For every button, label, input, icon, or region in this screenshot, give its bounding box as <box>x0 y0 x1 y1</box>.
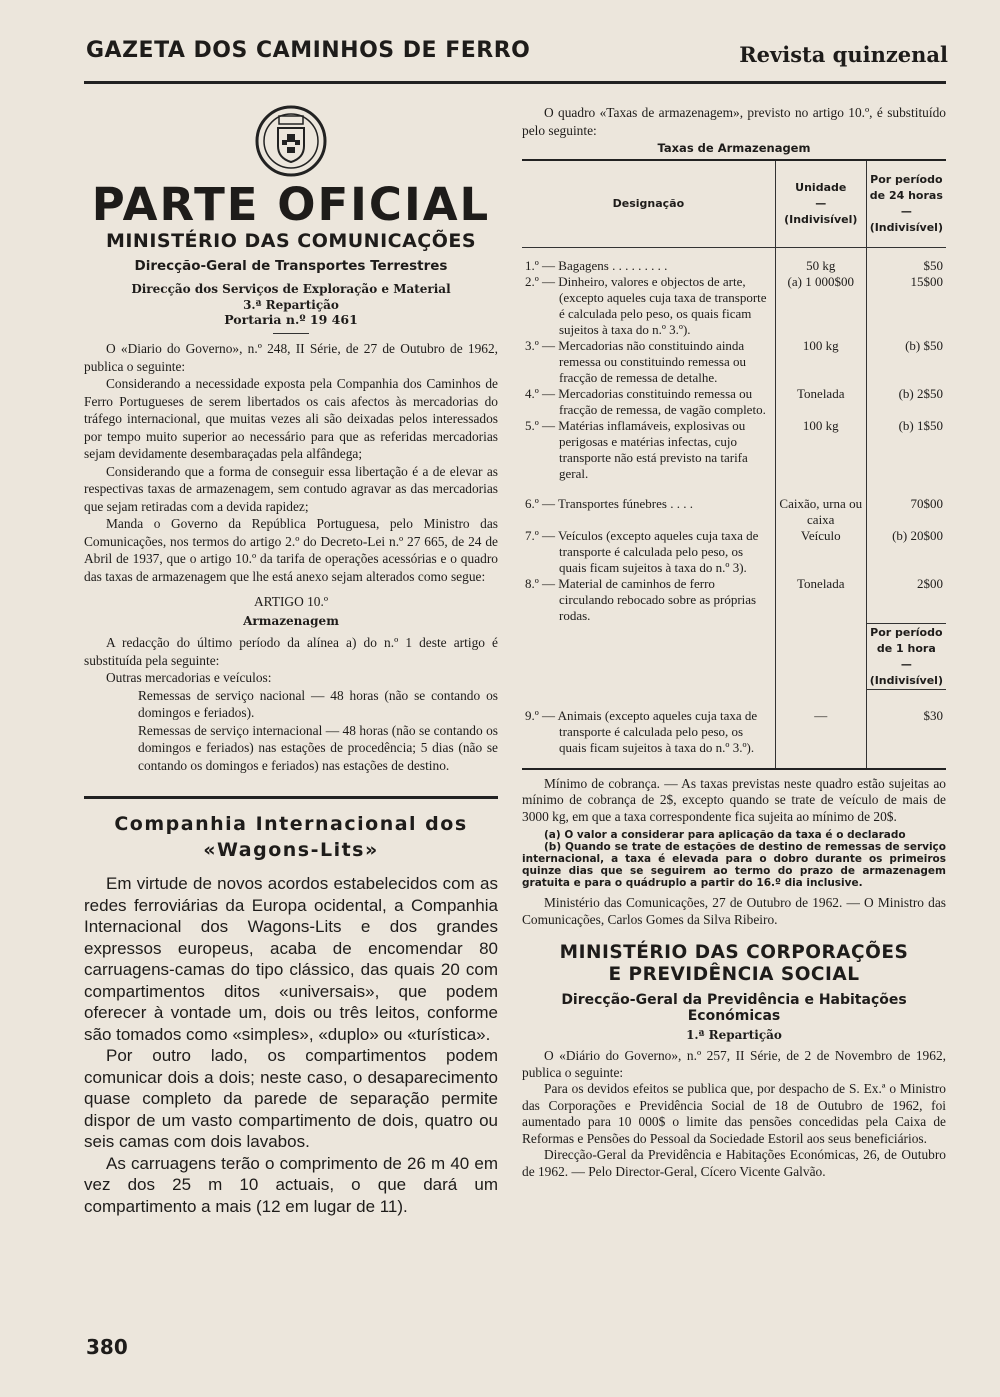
paragraph: O «Diario do Governo», n.º 248, II Série, de 27 de Outubro de 1962, publica o seguinte: <box>84 341 498 374</box>
row-rate: $30 <box>923 707 943 723</box>
paragraph: O «Diário do Governo», n.º 257, II Série, de 2 de Novembro de 1962, publica o seguinte: <box>522 1048 946 1080</box>
header-periodo-sub: (Indivisível) <box>869 221 943 234</box>
note-a: (a) O valor a considerar para aplicação da taxa é o declarado <box>544 829 906 841</box>
coat-of-arms-icon <box>254 104 328 178</box>
table-bottom-rule <box>522 769 946 770</box>
header-unidade <box>775 160 866 248</box>
header-periodo-hora-sub: (Indivisível) <box>869 673 943 687</box>
direccao-geral: Direcção-Geral de Transportes Terrestres <box>134 258 448 274</box>
table-row <box>522 576 946 624</box>
row-rate: 15$00 <box>910 273 943 289</box>
paragraph: Direcção-Geral da Previdência e Habitações Económicas, 26, de Outubro de 1962. — Pelo Director-Geral, Cícero Vicente Galvão. <box>522 1147 946 1179</box>
header-periodo-hora <box>866 624 946 690</box>
header-periodo-label: Por período de 24 horas <box>869 173 943 202</box>
table-row <box>522 528 946 576</box>
row-unit: — <box>775 708 866 769</box>
paragraph: As carruagens terão o comprimento de 26 m 40 em vez dos 25 m 10 actuais, o que dará um compartimento a mais (12 em lugar de 11). <box>84 1153 498 1216</box>
parte-oficial-title: PARTE OFICIAL <box>91 178 491 231</box>
header-dash: — <box>815 197 827 210</box>
paragraph: Manda o Governo da República Portuguesa, pelo Ministro das Comunicações, nos termos do artigo 2.º do Decreto-Lei n.º 27 665, de 24 de Abril de 1937, que o artigo 10.º da tarifa de operações acessórias e o quadro das taxas de armazenagem que lhe está anexo sejam alterados como segue: <box>84 516 498 584</box>
table-row <box>522 418 946 482</box>
left-column <box>84 104 498 1217</box>
paragraph: Por outro lado, os compartimentos podem comunicar dois a dois; neste caso, o desaparecimento quase completo da parede de separação permite dispor de um vasto compartimento de dois, quatro ou seis camas com dois lavabos. <box>84 1046 498 1151</box>
armazenagem-heading: Armazenagem <box>243 613 339 628</box>
direccao-previdencia: Direcção-Geral da Previdência e Habitações Económicas <box>561 992 907 1024</box>
portaria-body <box>84 340 498 774</box>
paragraph: Em virtude de novos acordos estabelecidos com as redes ferroviárias da Europa ocidental, a Companhia Internacional dos Wagons-Lits e dos grandes expressos europeus, acaba de encomendar 80 carruagens-camas do tipo clássico, das quais 20 com compartimentos ditos «universais», que podem oferecer à vontade um, dois ou três leitos, conforme são tomados como «simples», «duplo» ou «turística». <box>84 874 498 1044</box>
row-label: 2.º — Dinheiro, valores e objectos de arte, (excepto aqueles cuja taxa de transporte é calculada pelo peso, os quais ficam sujeitos à taxa do n.º 3.º). <box>525 273 767 337</box>
signature-comunicacoes <box>522 895 946 928</box>
paragraph: O quadro «Taxas de armazenagem», previsto no artigo 10.º, é substituído pelo seguinte: <box>522 105 946 138</box>
table-notes <box>522 829 946 889</box>
paragraph: Considerando que a forma de conseguir essa libertação é a de elevar as respectivas taxas de armazenagem, sem contudo agravar as das mercadorias que sejam retiradas com a devida rapidez; <box>84 463 498 514</box>
spacer-row <box>522 482 946 496</box>
paragraph: A redacção do último período da alínea a) do n.º 1 deste artigo é substituída pela seguinte: <box>84 635 498 668</box>
table-row <box>522 496 946 528</box>
header-unidade-label: Unidade <box>795 181 847 194</box>
header-dash: — <box>900 205 912 218</box>
row-rate: (b) 2$50 <box>898 385 943 401</box>
ministry-title: MINISTÉRIO DAS COMUNICAÇÕES <box>105 230 477 252</box>
row-label: 5.º — Matérias inflamáveis, explosivas ou perigosas e matérias infectas, cujo transporte não está previsto na tarifa geral. <box>525 417 748 481</box>
row-label: 9.º — Animais (excepto aqueles cuja taxa de transporte é calculada pelo peso, os quais ficam sujeitos à taxa do n.º 3.º). <box>525 707 758 755</box>
reparticao: 3.ª Repartição <box>243 298 339 312</box>
row-label: 7.º — Veículos (excepto aqueles cuja taxa de transporte é calculada pelo peso, os quais ficam sujeitos à taxa do n.º 3). <box>525 527 759 575</box>
row-rate: $50 <box>923 257 943 273</box>
table-row <box>522 258 946 274</box>
page-number: 380 <box>86 1335 128 1359</box>
row-unit: 100 kg <box>775 338 866 386</box>
spacer-row <box>522 248 946 258</box>
table-intro <box>522 104 946 139</box>
portaria-number: Portaria n.º 19 461 <box>224 312 358 327</box>
header-dash: — <box>900 657 912 671</box>
row-label: 1.º — Bagagens . . . . . . . . . <box>525 257 668 273</box>
header-designacao: Designação <box>522 160 775 248</box>
right-column <box>522 104 946 1180</box>
row-unit: Caixão, urna ou caixa <box>775 496 866 528</box>
paragraph: Remessas de serviço internacional — 48 horas (não se contando os domingos e feriados) nas estações de procedência; 5 dias (não se contando os domingos e feriados) nas estações de destino. <box>138 722 498 773</box>
wagons-lits-title-line2: «Wagons-Lits» <box>203 839 379 861</box>
wagons-lits-title-line1: Companhia Internacional dos <box>114 813 468 835</box>
table-row <box>522 274 946 338</box>
header-rule <box>84 81 946 84</box>
table-row <box>522 708 946 769</box>
minimo-cobranca <box>522 776 946 826</box>
header-periodo-hora-label: Por período de 1 hora <box>870 625 943 655</box>
row-rate: (b) $50 <box>905 337 943 353</box>
running-header-subtitle: Revista quinzenal <box>739 42 948 67</box>
article-divider <box>84 796 498 799</box>
direccao-servicos: Direcção dos Serviços de Exploração e Material <box>131 282 451 296</box>
running-header-title: GAZETA DOS CAMINHOS DE FERRO <box>86 38 531 63</box>
table-header-row <box>522 160 946 248</box>
row-rate: (b) 1$50 <box>898 417 943 433</box>
row-unit: Veículo <box>775 528 866 576</box>
taxas-table <box>522 159 946 770</box>
section-divider <box>273 333 309 334</box>
row-label: 3.º — Mercadorias não constituindo ainda remessa ou constituindo remessa ou fracção de remessa de detalhe. <box>525 337 747 385</box>
row-unit: Tonelada <box>775 576 866 624</box>
artigo-heading: ARTIGO 10.º <box>253 594 328 609</box>
row-unit: Tonelada <box>775 386 866 418</box>
table-title: Taxas de Armazenagem <box>657 141 811 155</box>
paragraph: Para os devidos efeitos se publica que, por despacho de S. Ex.ª o Ministro das Corporações e Previdência Social de 18 de Outubro de 1962, foi aumentado para 10 000$ o limite das pensões concedidas pela Caixa de Reformas e Pensões do Pessoal da Sociedade Estoril aos seus beneficiários. <box>522 1081 946 1146</box>
table-row <box>522 338 946 386</box>
header-unidade-sub: (Indivisível) <box>784 213 858 226</box>
row-unit: 100 kg <box>775 418 866 482</box>
row-label: 4.º — Mercadorias constituindo remessa ou fracção de remessa, de vagão completo. <box>525 385 766 417</box>
row-unit: (a) 1 000$00 <box>775 274 866 338</box>
paragraph: Outras mercadorias e veículos: <box>106 670 272 685</box>
table-subheader-row <box>522 624 946 690</box>
paragraph: Mínimo de cobrança. — As taxas previstas neste quadro estão sujeitas ao mínimo de cobrança de 2$, excepto quando se trate de veículo de mais de 3000 kg, em que a taxa correspondente fica sujeita ao mínimo de 20$. <box>522 775 946 824</box>
header-periodo <box>866 160 946 248</box>
wagons-lits-body <box>84 873 498 1217</box>
table-row <box>522 386 946 418</box>
row-label: 6.º — Transportes fúnebres . . . . <box>525 495 693 511</box>
row-rate: 70$00 <box>910 495 943 511</box>
previdencia-body <box>522 1048 946 1180</box>
paragraph: Considerando a necessidade exposta pela Companhia dos Caminhos de Ferro Portugueses de serem libertados os cais afectos às mercadorias do tráfego internacional, que muitas vezes ali são deixadas pelos interessados por tempo muito superior ao necessário para que as referidas mercadorias sejam devidamente desembaraçadas pela alfândega; <box>84 376 498 461</box>
row-label: 8.º — Material de caminhos de ferro circulando rebocado sobre as próprias rodas. <box>525 575 757 623</box>
ministry-corporacoes-title-line2: E PREVIDÊNCIA SOCIAL <box>608 964 860 985</box>
row-rate: 2$00 <box>917 575 943 591</box>
paragraph: Ministério das Comunicações, 27 de Outubro de 1962. — O Ministro das Comunicações, Carlos Gomes da Silva Ribeiro. <box>522 895 946 927</box>
row-rate: (b) 20$00 <box>892 527 943 543</box>
note-b: (b) Quando se trate de estações de destino de remessas de serviço internacional, a taxa é elevada para o dobro durante os primeiros quinze dias que se seguirem ao termo do prazo de armazenagem gratuita e para o quádruplo a partir do 16.º dia inclusive. <box>522 841 946 889</box>
paragraph: Remessas de serviço nacional — 48 horas (não se contando os domingos e feriados). <box>138 687 498 720</box>
reparticao-1: 1.ª Repartição <box>686 1028 782 1042</box>
spacer-row <box>522 690 946 708</box>
row-unit: 50 kg <box>775 258 866 274</box>
ministry-corporacoes-title-line1: MINISTÉRIO DAS CORPORAÇÕES <box>559 942 909 963</box>
